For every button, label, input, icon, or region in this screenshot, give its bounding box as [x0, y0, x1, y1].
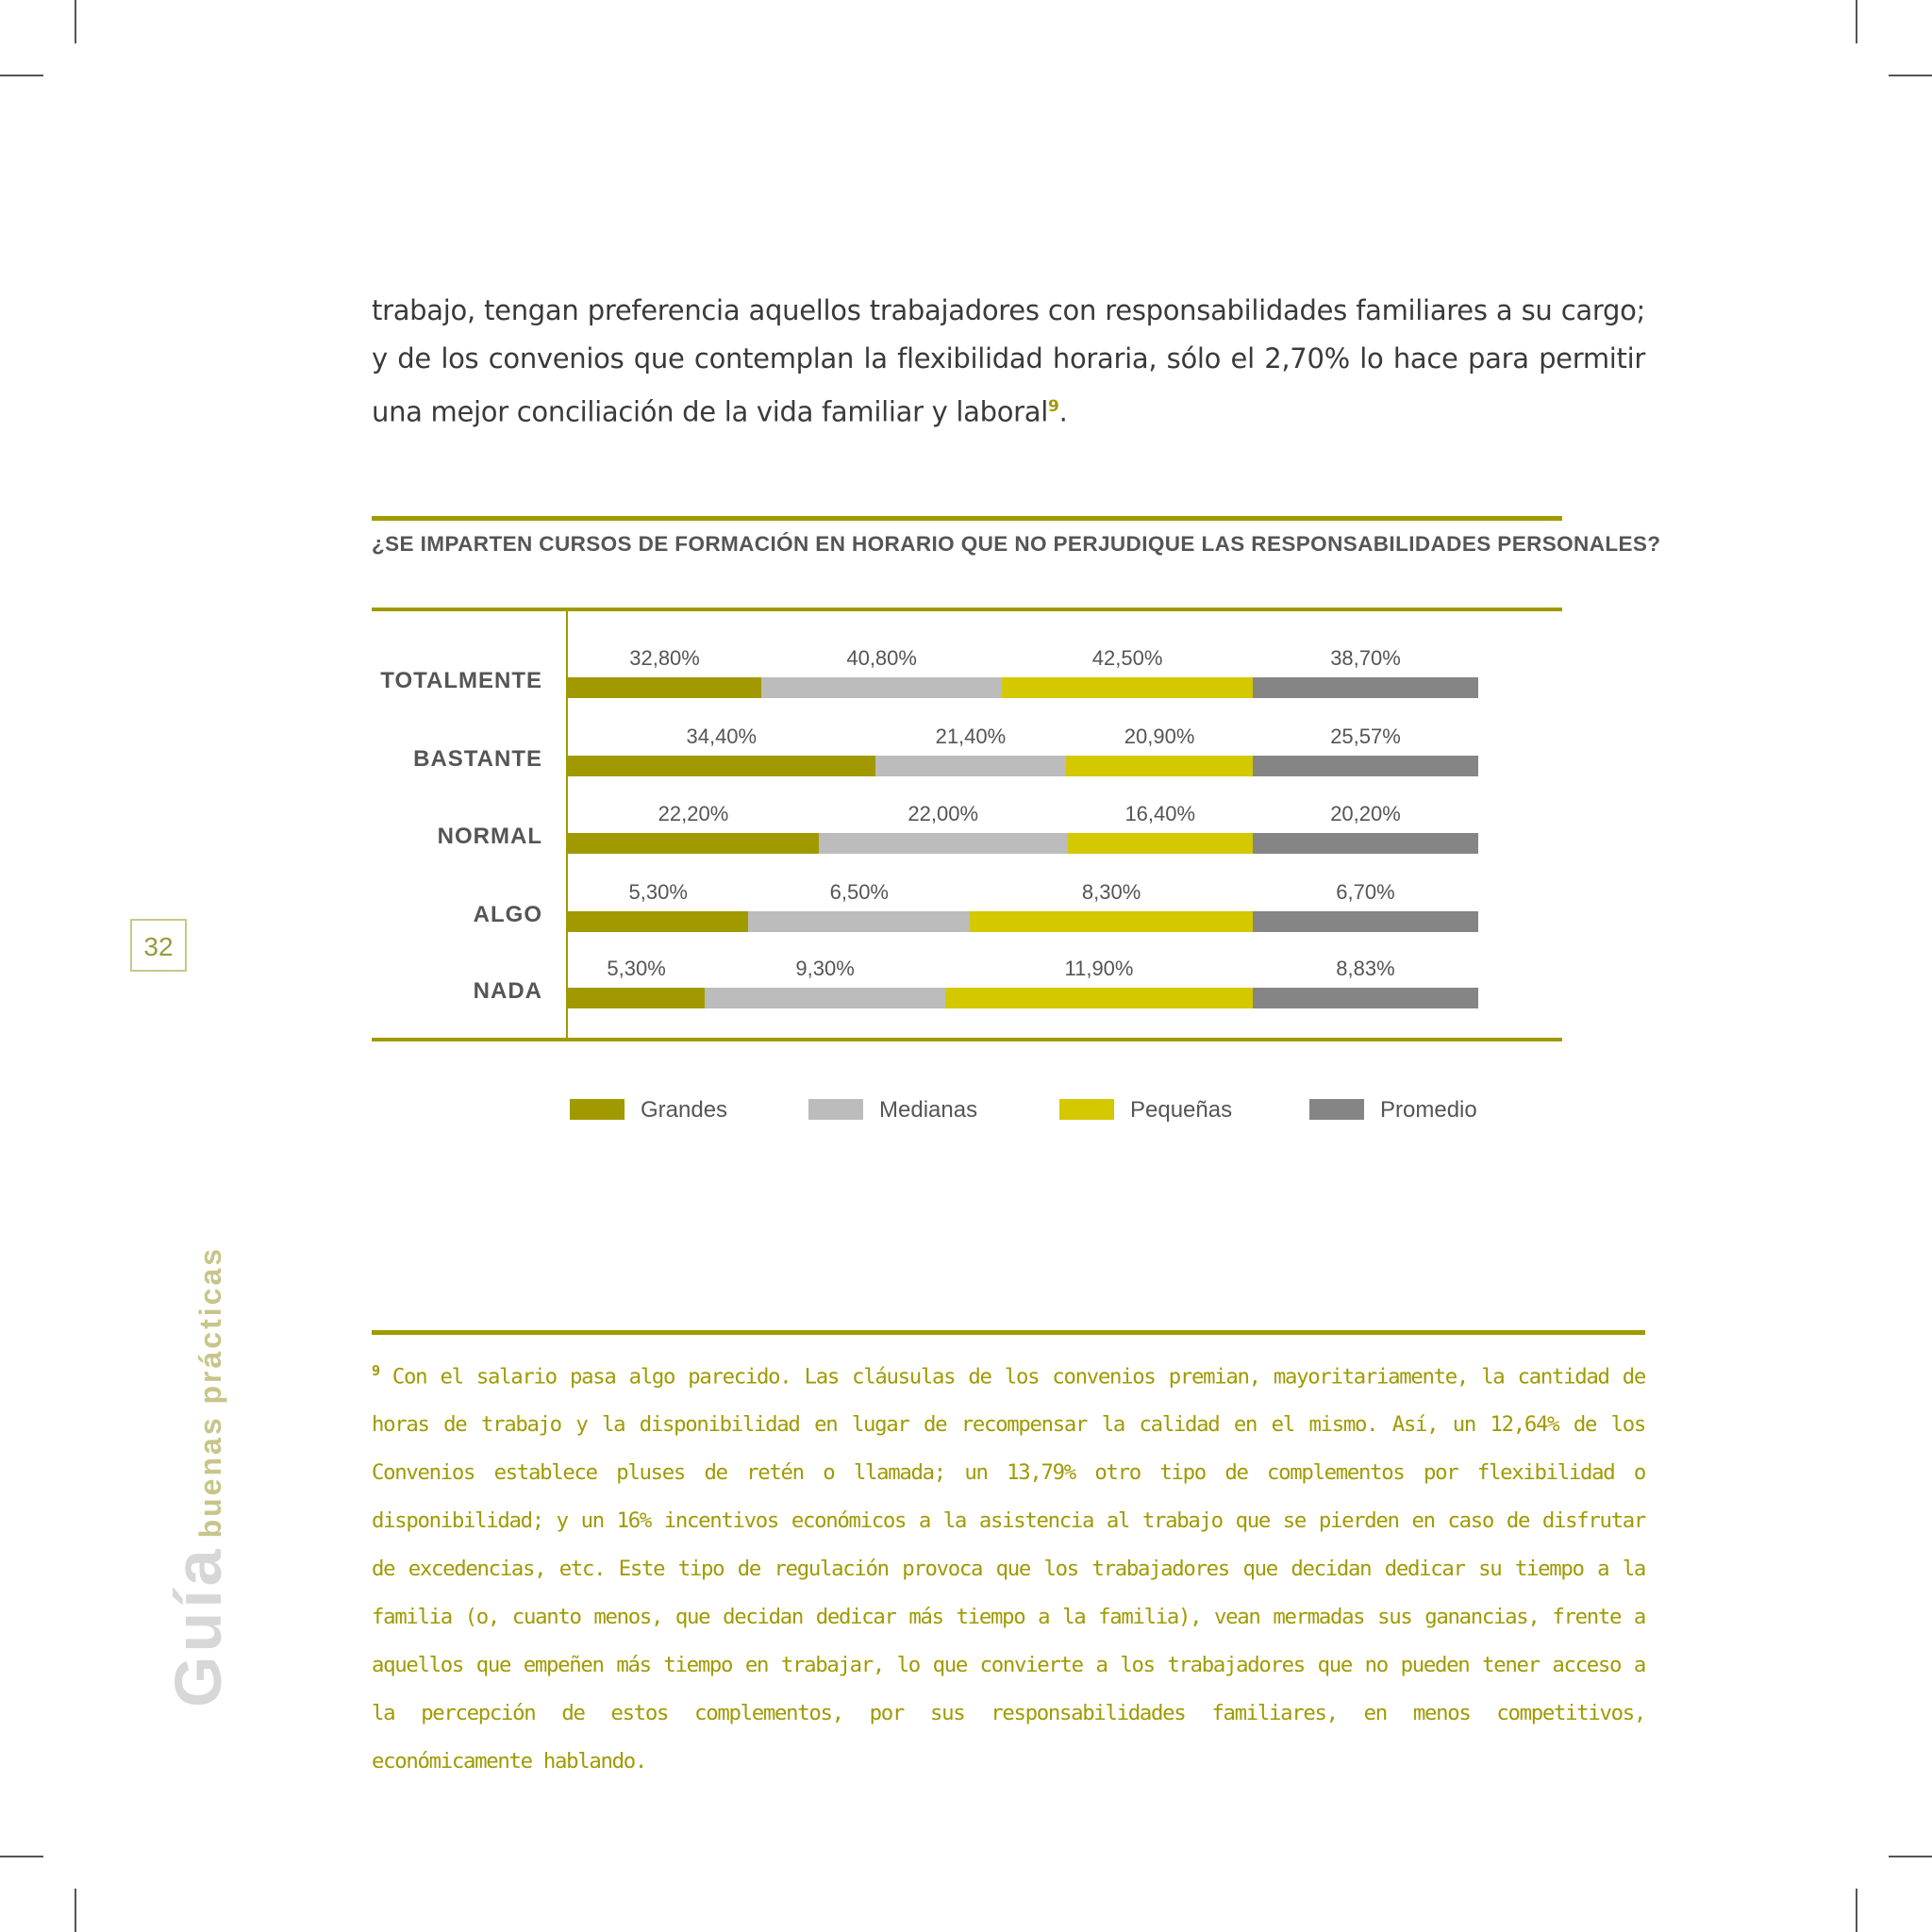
bar-grandes-totalmente — [568, 677, 761, 698]
legend-swatch — [1059, 1099, 1114, 1120]
data-label-pequeñas-totalmente: 42,50% — [1091, 646, 1163, 670]
data-label-promedio-normal: 20,20% — [1330, 802, 1401, 825]
bar-medianas-bastante — [875, 756, 1067, 776]
data-label-medianas-normal: 22,00% — [908, 802, 979, 825]
bar-grandes-normal — [568, 833, 819, 854]
side-title — [160, 1246, 236, 1707]
legend-swatch — [570, 1099, 625, 1120]
intro-paragraph — [372, 287, 1645, 437]
data-label-pequeñas-normal: 16,40% — [1124, 802, 1196, 825]
intro-end: . — [1058, 395, 1068, 428]
chart-header-rule — [372, 608, 1562, 611]
chart-title: ¿SE IMPARTEN CURSOS DE FORMACIÓN EN HORARIO QUE NO PERJUDIQUE LAS RESPONSABILIDADES PERSONALES? — [372, 532, 1661, 556]
crop-mark — [1889, 75, 1932, 76]
legend-label: Promedio — [1380, 1097, 1477, 1123]
legend-swatch — [808, 1099, 863, 1120]
data-label-pequeñas-algo: 8,30% — [1081, 880, 1141, 904]
bar-pequeñas-nada — [945, 988, 1253, 1008]
legend-label: Grandes — [641, 1097, 728, 1123]
bar-pequeñas-bastante — [1066, 756, 1253, 776]
data-label-pequeñas-bastante: 20,90% — [1124, 724, 1195, 748]
legend-swatch — [1309, 1099, 1364, 1120]
data-label-grandes-algo: 5,30% — [628, 880, 688, 904]
bar-promedio-normal — [1253, 833, 1478, 854]
bar-grandes-algo — [568, 911, 748, 932]
footnote-rule — [372, 1330, 1645, 1335]
bar-grandes-nada — [568, 988, 705, 1008]
bar-promedio-nada — [1253, 988, 1478, 1008]
data-label-promedio-nada: 8,83% — [1336, 957, 1395, 980]
footnote-text: Con el salario pasa algo parecido. Las cláusulas de los convenios premian, mayoritariamente, la cantidad de horas de trabajo y la disponibilidad en lugar de recompensar la calidad en el mismo. Así, un 12,64% de los Convenios establece pluses de retén o llamada; un 13,79% otro tipo de complementos por flexibilidad o disponibilidad; y un 16% incentivos económicos a la asistencia al trabajo que se pierden en caso de disfrutar de excedencias, etc. Este tipo de regulación provoca que los trabajadores que decidan dedicar su tiempo a la familia (o, cuanto menos, que decidan dedicar más tiempo a la familia), vean mermadas sus ganancias, frente a aquellos que empeñen más tiempo en trabajar, lo que convierte a los trabajadores que no pueden tener acceso a la percepción de estos complementos, por sus responsabilidades familiares, en menos competitivos, económicamente hablando. — [372, 1364, 1645, 1774]
data-label-grandes-totalmente: 32,80% — [629, 646, 700, 670]
crop-mark — [1856, 1889, 1857, 1932]
bar-medianas-nada — [705, 988, 945, 1008]
data-label-promedio-algo: 6,70% — [1336, 880, 1395, 904]
side-title-main: Guía — [161, 1545, 235, 1707]
footnote-marker: 9 — [372, 1362, 379, 1379]
data-label-medianas-totalmente: 40,80% — [846, 646, 917, 670]
data-label-promedio-totalmente: 38,70% — [1330, 646, 1401, 670]
crop-mark — [1889, 1856, 1932, 1857]
crop-mark — [75, 0, 76, 43]
data-label-medianas-algo: 6,50% — [829, 880, 890, 904]
data-label-medianas-nada: 9,30% — [795, 957, 855, 980]
legend-label: Pequeñas — [1130, 1097, 1233, 1123]
data-label-promedio-bastante: 25,57% — [1330, 724, 1401, 748]
row-label-nada: NADA — [473, 978, 542, 1004]
bar-grandes-bastante — [568, 756, 875, 776]
crop-mark — [1856, 0, 1857, 43]
data-label-grandes-bastante: 34,40% — [686, 724, 758, 748]
bar-pequeñas-algo — [970, 911, 1253, 932]
footnote-ref: 9 — [1048, 397, 1059, 416]
bar-promedio-bastante — [1253, 756, 1478, 776]
side-title-sub: buenas prácticas — [193, 1245, 227, 1539]
intro-text: trabajo, tengan preferencia aquellos trabajadores con responsabilidades familiares a su cargo; y de los convenios que contemplan la flexibilidad horaria, sólo el 2,70% lo hace para permitir una mejor conciliación de la vida familiar y laboral — [372, 294, 1645, 428]
bar-medianas-normal — [819, 833, 1068, 854]
row-label-totalmente: TOTALMENTE — [380, 668, 542, 693]
page-number: 32 — [130, 919, 187, 972]
data-label-grandes-nada: 5,30% — [607, 957, 666, 980]
data-label-grandes-normal: 22,20% — [658, 802, 729, 825]
footnote — [372, 1347, 1645, 1786]
chart-axis — [566, 610, 568, 1038]
bar-medianas-totalmente — [761, 677, 1002, 698]
row-label-normal: NORMAL — [437, 824, 542, 849]
chart-top-rule — [372, 516, 1562, 521]
data-label-medianas-bastante: 21,40% — [935, 724, 1007, 748]
bar-promedio-totalmente — [1253, 677, 1478, 698]
bar-promedio-algo — [1253, 911, 1478, 932]
row-label-bastante: BASTANTE — [413, 746, 542, 772]
bar-pequeñas-normal — [1068, 833, 1253, 854]
crop-mark — [0, 75, 43, 76]
bar-pequeñas-totalmente — [1002, 677, 1253, 698]
data-label-pequeñas-nada: 11,90% — [1064, 957, 1134, 980]
row-label-algo: ALGO — [473, 902, 542, 927]
bar-medianas-algo — [748, 911, 970, 932]
crop-mark — [75, 1889, 76, 1932]
chart-bottom-rule — [372, 1038, 1562, 1041]
legend-label: Medianas — [879, 1097, 978, 1123]
crop-mark — [0, 1856, 43, 1857]
